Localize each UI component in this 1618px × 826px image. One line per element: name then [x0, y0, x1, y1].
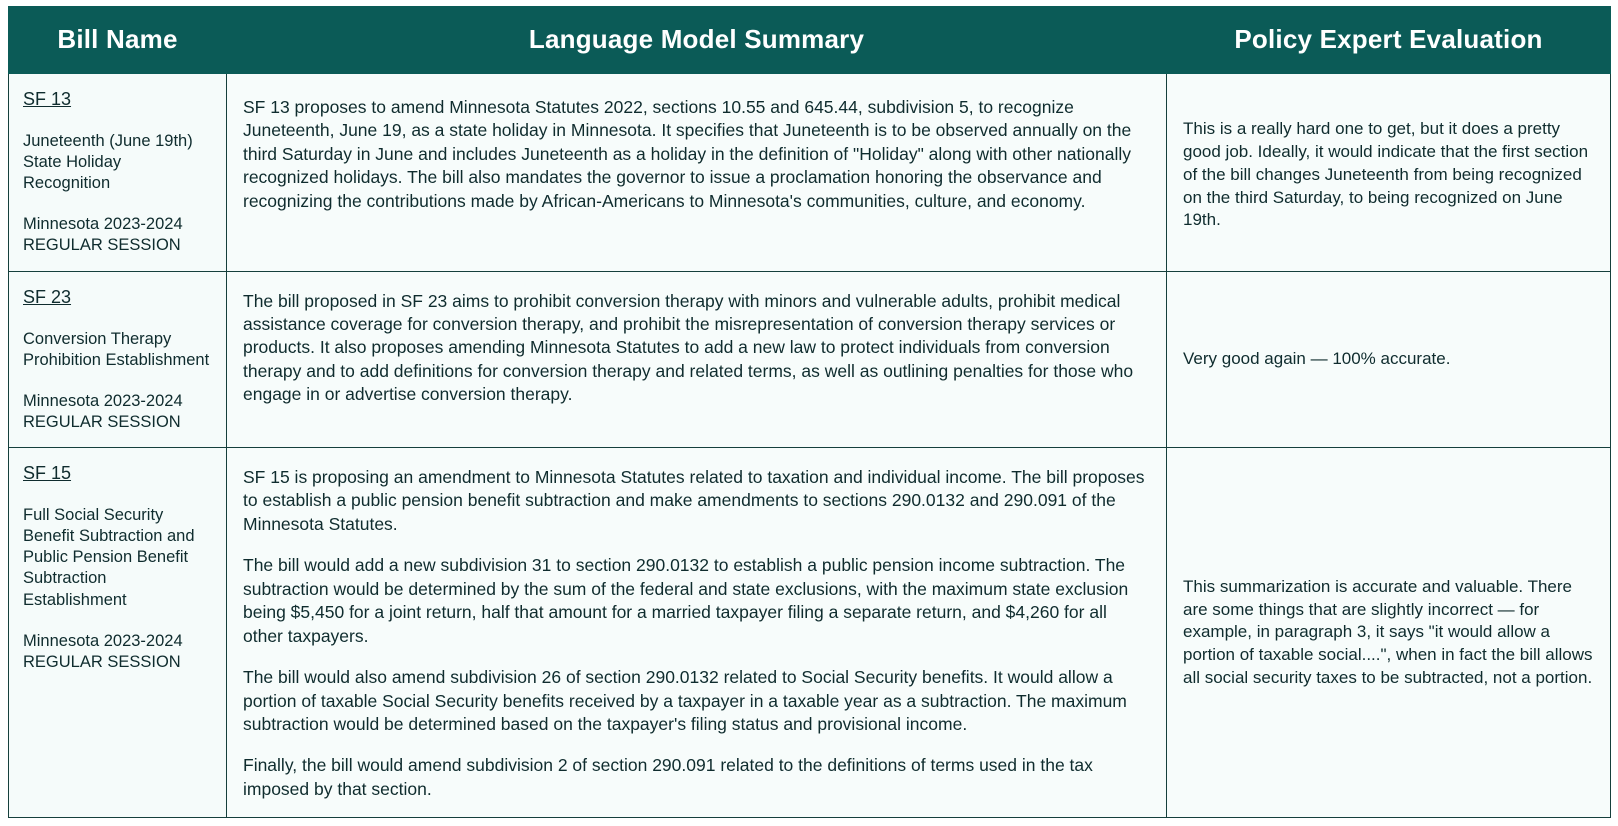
summary-paragraph: SF 15 is proposing an amendment to Minnesota Statutes related to taxation and individual income. The bill proposes to establish a public pension benefit subtraction and make amendments to sections 290.0132 and 290.091 of the Minnesota Statutes.: [243, 467, 1145, 534]
bill-name-cell: [9, 448, 227, 818]
summary-paragraph: The bill proposed in SF 23 aims to prohibit conversion therapy with minors and vulnerable adults, prohibit medical assistance coverage for conversion therapy, and prohibit the misrepresentation of conversion therapy services or products. It also proposes amending Minnesota Statutes to add a new law to protect individuals from conversion therapy and to add definitions for conversion therapy and related terms, as well as outlining penalties for those who engage in or advertise conversion therapy.: [243, 290, 1134, 405]
table-body: [9, 74, 1611, 818]
summary-cell: [227, 74, 1167, 272]
summary-cell: [227, 448, 1167, 818]
table-header-row: [9, 7, 1611, 74]
bills-table: [8, 6, 1611, 818]
evaluation-text: This summarization is accurate and valuable. There are some things that are slightly incorrect — for example, in paragraph 3, it says "it would allow a portion of taxable social....", when in fact the bill allows all social security taxes to be subtracted, not a portion.: [1183, 576, 1593, 687]
bill-id-link[interactable]: SF 13: [23, 89, 72, 109]
table-header: [9, 7, 1611, 74]
bill-name-cell: [9, 74, 227, 272]
evaluation-cell: [1167, 74, 1611, 272]
evaluation-cell: [1167, 271, 1611, 447]
column-header-policy-expert-evaluation: Policy Expert Evaluation: [1167, 7, 1611, 74]
column-header-bill-name: Bill Name: [9, 7, 227, 74]
summary-paragraph: The bill would add a new subdivision 31 to section 290.0132 to establish a public pension income subtraction. The subtraction would be determined by the sum of the federal and state exclusions, with the maximum state exclusion being $5,450 for a joint return, half that amount for a married taxpayer filing a separate return, and $4,260 for all other taxpayers.: [243, 555, 1129, 646]
bill-id-link[interactable]: SF 15: [23, 463, 72, 484]
evaluation-text: This is a really hard one to get, but it does a pretty good job. Ideally, it would indicate that the first section of the bill changes Juneteenth from being recognized on the third Saturday, to being recognized on June 19th.: [1183, 119, 1589, 230]
bill-name-cell: [9, 271, 227, 447]
bill-session: Minnesota 2023-2024 REGULAR SESSION: [23, 215, 183, 255]
summary-cell: [227, 271, 1167, 447]
table-row: [9, 74, 1611, 272]
bill-session: Minnesota 2023-2024 REGULAR SESSION: [23, 631, 183, 671]
summary-paragraph: Finally, the bill would amend subdivision 2 of section 290.091 related to the definitions of terms used in the tax imposed by that section.: [243, 755, 1093, 799]
table-row: [9, 448, 1611, 818]
summary-paragraph: The bill would also amend subdivision 26 of section 290.0132 related to Social Security benefits. It would allow a portion of taxable Social Security benefits received by a taxpayer in a taxable year as a subtraction. The maximum subtraction would be determined based on the taxpayer's filing status and provisional income.: [243, 667, 1127, 734]
bill-id-link[interactable]: SF 23: [23, 286, 72, 307]
bill-title: Conversion Therapy Prohibition Establishment: [23, 329, 210, 369]
table-row: [9, 271, 1611, 447]
bill-title: Juneteenth (June 19th) State Holiday Recognition: [23, 132, 193, 193]
summary-paragraph: SF 13 proposes to amend Minnesota Statutes 2022, sections 10.55 and 645.44, subdivision 5, to recognize Juneteenth, June 19, as a state holiday in Minnesota. It specifies that Juneteenth is to be observed annually on the third Saturday in June and includes Juneteenth as a holiday in the definition of "Holiday" along with other nationally recognized holidays. The bill also mandates the governor to issue a proclamation honoring the observance and recognizing the contributions made by African-Americans to Minnesota's communities, culture, and economy.: [243, 97, 1132, 211]
evaluation-text: Very good again — 100% accurate.: [1183, 348, 1451, 368]
bill-session: Minnesota 2023-2024 REGULAR SESSION: [23, 391, 183, 431]
bill-title: Full Social Security Benefit Subtraction and Public Pension Benefit Subtraction Establishment: [23, 506, 195, 609]
column-header-language-model-summary: Language Model Summary: [227, 7, 1167, 74]
evaluation-cell: [1167, 448, 1611, 818]
